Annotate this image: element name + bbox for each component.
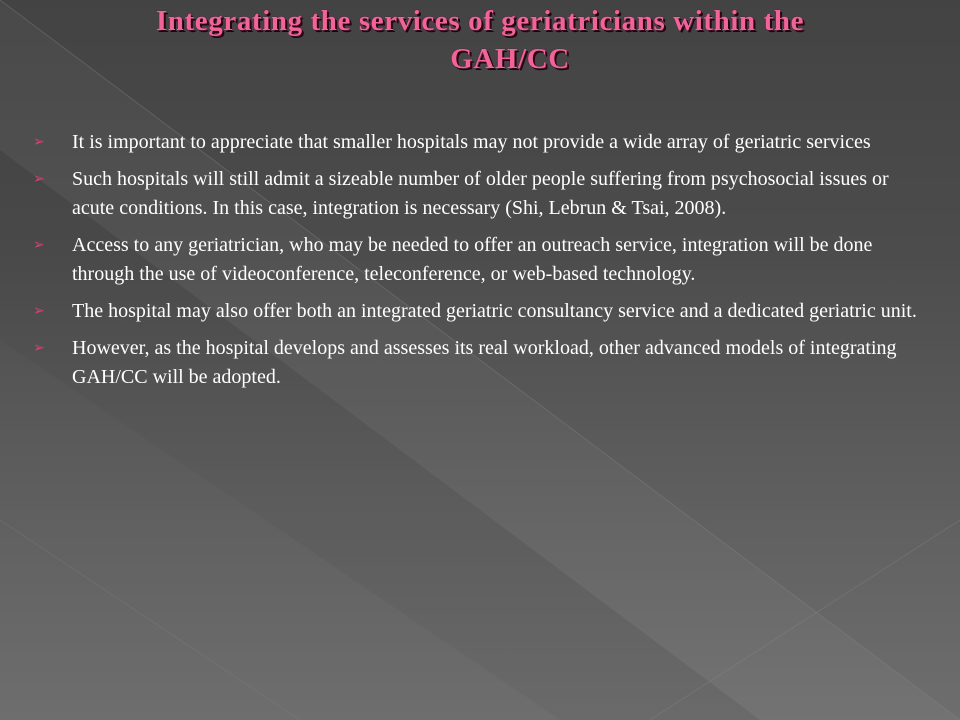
bullet-item bbox=[30, 297, 930, 326]
bullet-text: Such hospitals will still admit a sizeable number of older people suffering from psychosocial issues or acute conditions. In this case, integration is necessary (Shi, Lebrun & Tsai, 2008). bbox=[72, 168, 889, 219]
slide-title-line-1: Integrating the services of geriatricians within the bbox=[155, 5, 805, 37]
slide-title bbox=[60, 2, 900, 78]
arrow-right-bullet-icon: ➢ bbox=[33, 134, 45, 150]
bullet-text: It is important to appreciate that smaller hospitals may not provide a wide array of geriatric services bbox=[72, 131, 871, 153]
bullet-text: The hospital may also offer both an integrated geriatric consultancy service and a dedicated geriatric unit. bbox=[72, 300, 917, 322]
slide-body bbox=[30, 128, 930, 400]
arrow-right-bullet-icon: ➢ bbox=[33, 340, 45, 356]
bullet-item bbox=[30, 128, 930, 157]
arrow-right-bullet-icon: ➢ bbox=[33, 237, 45, 253]
bullet-text: However, as the hospital develops and assesses its real workload, other advanced models of integrating GAH/CC will be adopted. bbox=[72, 337, 897, 388]
slide-title-line-2: GAH/CC bbox=[450, 43, 570, 75]
arrow-right-bullet-icon: ➢ bbox=[33, 171, 45, 187]
arrow-right-bullet-icon: ➢ bbox=[33, 303, 45, 319]
bullet-item bbox=[30, 165, 930, 223]
bullet-item bbox=[30, 231, 930, 289]
bullet-text: Access to any geriatrician, who may be needed to offer an outreach service, integration will be done through the use of videoconference, teleconference, or web-based technology. bbox=[72, 234, 873, 285]
bullet-list bbox=[30, 128, 930, 392]
bullet-item bbox=[30, 334, 930, 392]
